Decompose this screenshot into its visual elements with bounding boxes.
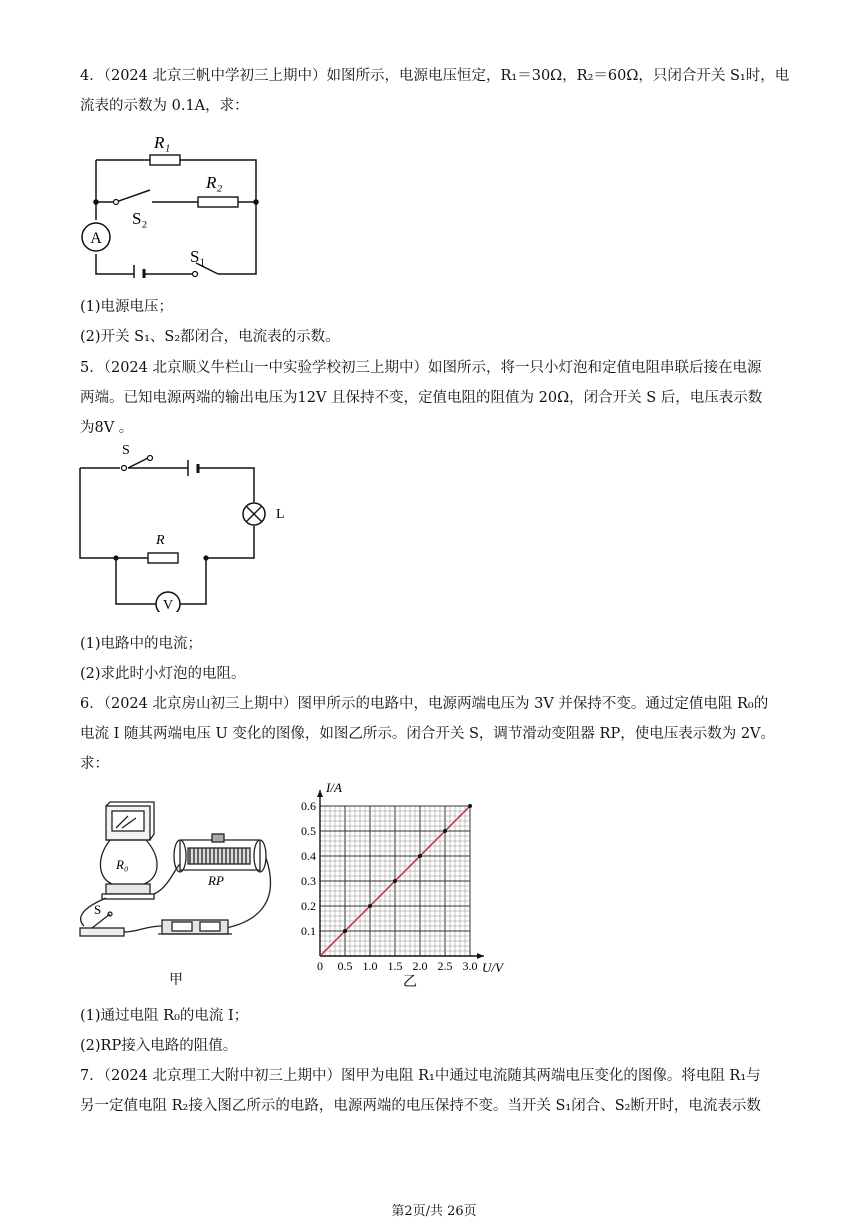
q6-sub2: (2)RP接入电路的阻值。 (80, 1038, 238, 1054)
x-tick-label: 1.0 (362, 959, 378, 973)
x-axis-arrow (477, 953, 484, 959)
q5-circuit-diagram (72, 440, 302, 612)
data-point (443, 829, 447, 833)
y-tick-label: 0.4 (301, 849, 316, 863)
ammeter-label: A (90, 230, 102, 247)
q7-text-line1: 7．（2024 北京理工大附中初三上期中）图甲为电阻 R₁中通过电流随其两端电压变化的图像。将电阻 R₁与 (80, 1068, 761, 1084)
s2-label: S₂ (132, 209, 148, 228)
y-axis-arrow (317, 790, 323, 797)
data-point (468, 804, 472, 808)
q4-text-line1: 4．（2024 北京三帆中学初三上期中）如图所示，电源电压恒定，R₁＝30Ω，R₂＝60Ω，只闭合开关 S₁时，电 (80, 68, 790, 84)
y-tick-label: 0.5 (301, 824, 316, 838)
q5-text-line1: 5．（2024 北京顺义牛栏山一中实验学校初三上期中）如图所示，将一只小灯泡和定值电阻串联后接在电源 (80, 360, 762, 376)
x-tick-label: 3.0 (462, 959, 478, 973)
y-tick-label: 0.6 (301, 799, 316, 813)
x-tick-label: 0.5 (337, 959, 353, 973)
resistor-label: R (156, 533, 165, 548)
data-point (393, 879, 397, 883)
r0-label: R₀ (116, 857, 129, 872)
x-tick-label: 1.5 (387, 959, 403, 973)
r1-label: R₁ (154, 133, 171, 152)
q4-text-line2: 流表的示数为 0.1A，求： (80, 98, 249, 114)
s1-label: S₁ (190, 247, 206, 266)
q6-iu-chart (294, 776, 516, 992)
switch-s-label: S (94, 902, 102, 917)
y-tick-label: 0.2 (301, 899, 316, 913)
switch-label: S (122, 443, 130, 458)
chart-series (320, 804, 472, 956)
q5-text-line3: 为8V 。 (80, 420, 134, 436)
q5-text-line2: 两端。已知电源两端的输出电压为12V 且保持不变，定值电阻的阻值为 20Ω，闭合开关 S 后，电压表示数 (80, 390, 763, 406)
x-tick-label: 0 (317, 959, 323, 973)
x-axis-label: U/V (482, 960, 503, 975)
fig-jia-caption: 甲 (169, 973, 183, 988)
q4-sub2: (2)开关 S₁、S₂都闭合，电流表的示数。 (80, 329, 340, 345)
fig-yi-caption: 乙 (403, 975, 417, 990)
y-tick-label: 0.3 (301, 874, 316, 888)
y-axis-label: I/A (326, 780, 342, 795)
y-tick-label: 0.1 (301, 924, 316, 938)
r2-label: R₂ (206, 173, 223, 192)
lamp-label: L (276, 507, 285, 522)
data-point (343, 929, 347, 933)
q6-text-line2: 电流 I 随其两端电压 U 变化的图像，如图乙所示。闭合开关 S，调节滑动变阻器 RP，使电压表示数为 2V。 (80, 726, 776, 742)
x-tick-label: 2.5 (437, 959, 453, 973)
q4-circuit-diagram (78, 126, 278, 278)
rp-label: RP (208, 873, 224, 888)
data-point (418, 854, 422, 858)
q6-apparatus-figure (76, 798, 276, 990)
q6-sub1: (1)通过电阻 R₀的电流 I； (80, 1008, 249, 1024)
q6-text-line3: 求： (80, 756, 109, 772)
q5-sub1: (1)电路中的电流； (80, 636, 203, 652)
data-point (368, 904, 372, 908)
q5-sub2: (2)求此时小灯泡的电阻。 (80, 666, 246, 682)
q4-sub1: (1)电源电压； (80, 299, 174, 315)
page-footer: 第2页/共 26页 (391, 1204, 477, 1219)
voltmeter-label: V (162, 598, 174, 612)
q7-text-line2: 另一定值电阻 R₂接入图乙所示的电路，电源两端的电压保持不变。当开关 S₁闭合、S₂断开时，电流表示数 (80, 1098, 761, 1114)
q6-text-line1: 6．（2024 北京房山初三上期中）图甲所示的电路中，电源两端电压为 3V 并保持不变。通过定值电阻 R₀的 (80, 696, 769, 712)
x-tick-label: 2.0 (412, 959, 428, 973)
